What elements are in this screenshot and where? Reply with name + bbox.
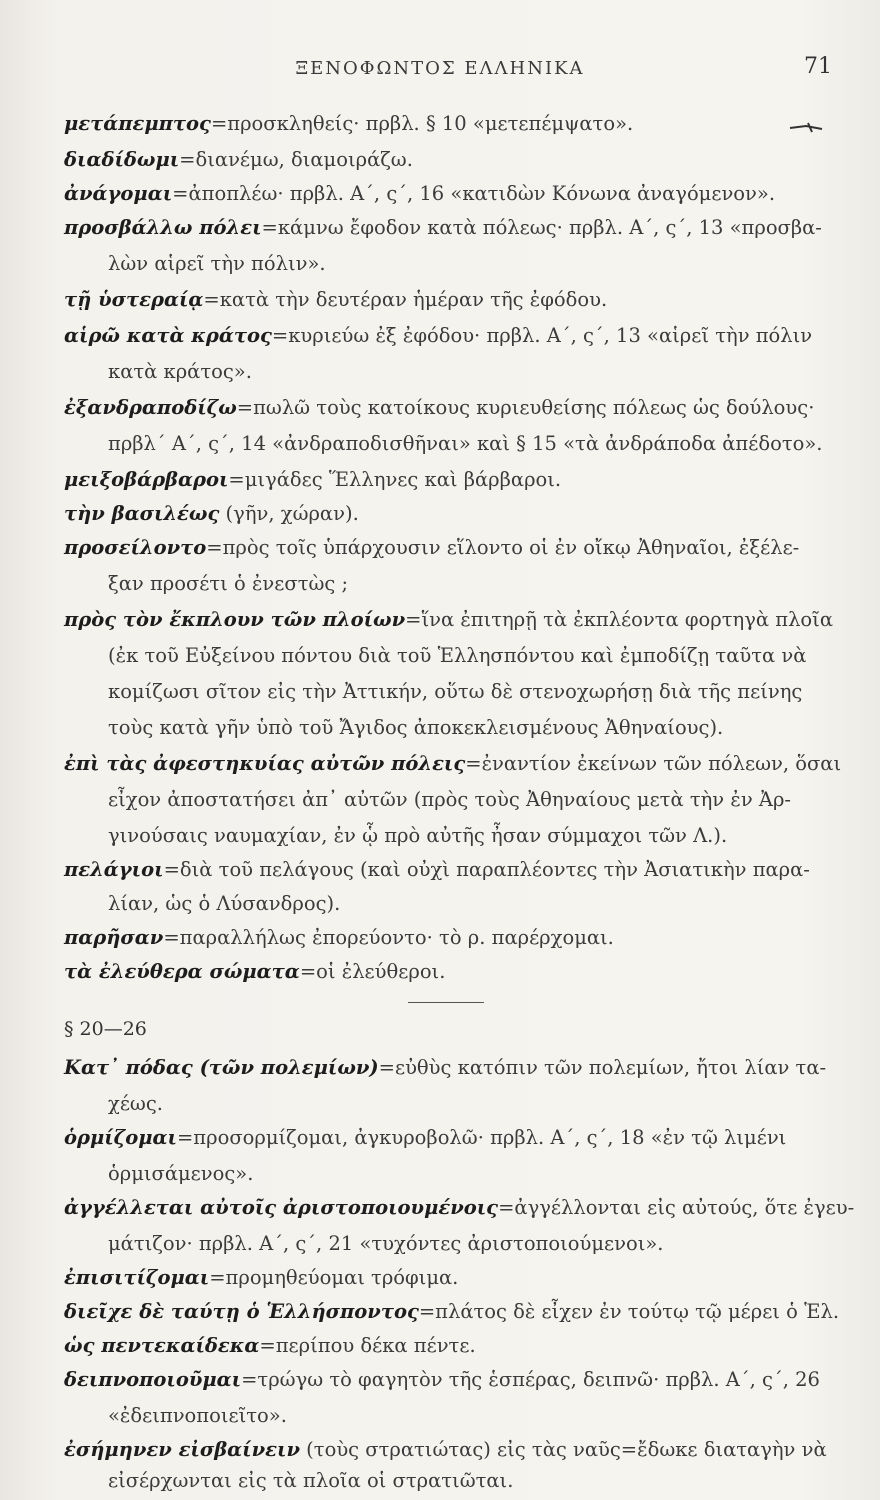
section-divider — [408, 1002, 484, 1003]
entry-definition: =πρὸς τοῖς ὑπάρχουσιν εἵλοντο οἱ ἐν οἴκῳ Ἀθηναῖοι, ἐξέλε- — [206, 536, 800, 559]
entry-headword: μειξοβάρβαροι — [64, 468, 229, 491]
entry-definition: =μιγάδες Ἕλληνες καὶ βάρβαροι. — [228, 468, 562, 491]
glossary-entry — [64, 1050, 844, 1086]
entry-definition: =τρώγω τὸ φαγητὸν τῆς ἑσπέρας, δειπνῶ· πρβλ. Α΄, ς΄, 26 — [241, 1368, 820, 1391]
entry-continuation: λὼν αἱρεῖ τὴν πόλιν». — [108, 252, 326, 275]
entry-headword: τῇ ὑστεραίᾳ — [64, 288, 204, 311]
entry-headword: πελάγιοι — [64, 858, 164, 881]
glossary-entry — [64, 1362, 844, 1398]
entry-continuation: ξαν προσέτι ὁ ἐνεστὼς ; — [108, 572, 349, 595]
entry-definition: =ἀγγέλλονται εἰς αὐτούς, ὅτε ἐγευ- — [498, 1196, 855, 1219]
glossary-entry — [64, 852, 844, 888]
entry-continuation: κατὰ κράτος». — [108, 360, 252, 383]
entry-headword: προσείλοντο — [64, 536, 207, 559]
entry-definition: =κατὰ τὴν δευτέραν ἡμέραν τῆς ἐφόδου. — [203, 288, 608, 311]
entry-headword: προσβάλλω πόλει — [64, 216, 262, 239]
entry-definition: =παραλλήλως ἐπορεύοντο· τὸ ρ. παρέρχομαι. — [163, 926, 614, 949]
section-label: § 20—26 — [64, 1018, 147, 1040]
entry-headword: ὡς πεντεκαίδεκα — [64, 1334, 260, 1357]
glossary-entry — [64, 282, 844, 318]
entry-definition: =κυριεύω ἐξ ἐφόδου· πρβλ. Α΄, ς΄, 13 «αἱρεῖ τὴν πόλιν — [271, 324, 813, 347]
entry-headword: ἐπισιτίζομαι — [64, 1266, 210, 1289]
entry-definition: =κάμνω ἔφοδον κατὰ πόλεως· πρβλ. Α΄, ς΄, 13 «προσβα- — [261, 216, 822, 239]
entry-definition: =πλάτος δὲ εἶχεν ἐν τούτῳ τῷ μέρει ὁ Ἑλ. — [418, 1300, 840, 1323]
entry-definition: =ἵνα ἐπιτηρῇ τὰ ἐκπλέοντα φορτηγὰ πλοῖα — [405, 608, 833, 631]
entry-headword: αἱρῶ κατὰ κράτος — [64, 324, 272, 347]
entry-headword: Κατ᾽ πόδας (τῶν πολεμίων) — [64, 1056, 379, 1079]
entry-definition: =ἀποπλέω· πρβλ. Α΄, ς΄, 16 «κατιδὼν Κόνωνα ἀναγόμενον». — [172, 182, 776, 205]
entry-continuation: χέως. — [108, 1092, 163, 1115]
glossary-entry — [64, 1260, 844, 1296]
glossary-entry — [64, 1294, 844, 1330]
entry-headword: τὰ ἐλεύθερα σώματα — [64, 960, 300, 983]
entry-continuation: κομίζωσι σῖτον εἰς τὴν Ἀττικήν, οὕτω δὲ στενοχωρήσῃ διὰ τῆς πείνης — [108, 680, 803, 703]
glossary-entry — [64, 496, 844, 532]
entry-continuation: εἶχον ἀποστατήσει ἀπ᾽ αὐτῶν (πρὸς τοὺς Ἀθηναίους μετὰ τὴν ἐν Ἀρ- — [108, 788, 792, 811]
glossary-entry — [64, 920, 844, 956]
glossary-entry — [64, 602, 844, 638]
glossary-entry — [64, 390, 844, 426]
entry-headword: διεῖχε δὲ ταύτῃ ὁ Ἑλλήσποντος — [64, 1300, 419, 1323]
entry-headword: ἐσήμηνεν εἰσβαίνειν — [64, 1438, 300, 1461]
entry-definition: =διανέμω, διαμοιράζω. — [179, 148, 413, 171]
glossary-entry — [64, 954, 844, 990]
entry-definition: =ἐναντίον ἐκείνων τῶν πόλεων, ὅσαι — [465, 752, 842, 775]
entry-headword: ὁρμίζομαι — [64, 1126, 177, 1149]
entry-continuation: «ἐδειπνοποιεῖτο». — [108, 1404, 287, 1427]
entry-headword: ἀνάγομαι — [64, 182, 173, 205]
glossary-entry — [64, 106, 844, 142]
entry-continuation: (ἐκ τοῦ Εὐξείνου πόντου διὰ τοῦ Ἑλλησπόντου καὶ ἐμποδίζῃ ταῦτα νὰ — [108, 644, 807, 667]
page-number: 71 — [804, 54, 832, 79]
entry-headword: δειπνοποιοῦμαι — [64, 1368, 242, 1391]
entry-continuation: πρβλ΄ Α΄, ς΄, 14 «ἀνδραποδισθῆναι» καὶ § 15 «τὰ ἀνδράποδα ἀπέδοτο». — [108, 432, 823, 455]
entry-continuation: ὁρμισάμενος». — [108, 1162, 254, 1185]
entry-headword: μετάπεμπτος — [64, 112, 211, 135]
glossary-entry — [64, 530, 844, 566]
glossary-entry — [64, 318, 844, 354]
entry-continuation: γινούσαις ναυμαχίαν, ἐν ᾧ πρὸ αὐτῆς ἦσαν σύμμαχοι τῶν Λ.). — [108, 824, 728, 847]
entry-definition: =προμηθεύομαι τρόφιμα. — [209, 1266, 459, 1289]
glossary-entry — [64, 746, 844, 782]
entry-headword: διαδίδωμι — [64, 148, 180, 171]
entry-headword: πρὸς τὸν ἔκπλουν τῶν πλοίων — [64, 608, 406, 631]
glossary-entry — [64, 176, 844, 212]
glossary-entry — [64, 1190, 855, 1226]
glossary-entry — [64, 142, 844, 178]
entry-definition: =πωλῶ τοὺς κατοίκους κυριευθείσης πόλεως ὡς δούλους· — [236, 396, 815, 419]
entry-headword: παρῆσαν — [64, 926, 164, 949]
entry-continuation: μάτιζον· πρβλ. Α΄, ς΄, 21 «τυχόντες ἀριστοποιούμενοι». — [108, 1232, 664, 1255]
entry-continuation: τοὺς κατὰ γῆν ὑπὸ τοῦ Ἄγιδος ἀποκεκλεισμένους Ἀθηναίους). — [108, 716, 724, 739]
entry-headword: ἐπὶ τὰς ἀφεστηκυίας αὐτῶν πόλεις — [64, 752, 466, 775]
glossary-entry — [64, 1120, 844, 1156]
entry-headword: ἀγγέλλεται αὐτοῖς ἀριστοποιουμένοις — [64, 1196, 499, 1219]
entry-definition: (τοὺς στρατιώτας) εἰς τὰς ναῦς=ἔδωκε διαταγὴν νὰ — [299, 1438, 827, 1461]
glossary-entry — [64, 462, 844, 498]
entry-definition: =προσκληθείς· πρβλ. § 10 «μετεπέμψατο». — [210, 112, 634, 135]
glossary-entry — [64, 1432, 844, 1468]
glossary-entry — [64, 210, 844, 246]
glossary-entry — [64, 1328, 844, 1364]
entry-definition: (γῆν, χώραν). — [219, 502, 359, 525]
entry-headword: ἐξανδραποδίζω — [64, 396, 237, 419]
entry-definition: =περίπου δέκα πέντε. — [259, 1334, 476, 1357]
entry-definition: =προσορμίζομαι, ἀγκυροβολῶ· πρβλ. Α΄, ς΄, 18 «ἐν τῷ λιμένι — [176, 1126, 787, 1149]
entry-definition: =διὰ τοῦ πελάγους (καὶ οὐχὶ παραπλέοντες τὴν Ἀσιατικὴν παρα- — [163, 858, 810, 881]
entry-definition: =εὐθὺς κατόπιν τῶν πολεμίων, ἤτοι λίαν τα- — [378, 1056, 827, 1079]
running-header-title: ΞΕΝΟΦΩΝΤΟΣ ΕΛΛΗΝΙΚΑ — [295, 58, 585, 79]
entry-continuation: λίαν, ὡς ὁ Λύσανδρος). — [108, 892, 341, 915]
entry-headword: τὴν βασιλέως — [64, 502, 220, 525]
entry-continuation: εἰσέρχωνται εἰς τὰ πλοῖα οἱ στρατιῶται. — [108, 1469, 514, 1492]
entry-definition: =οἱ ἐλεύθεροι. — [299, 960, 446, 983]
